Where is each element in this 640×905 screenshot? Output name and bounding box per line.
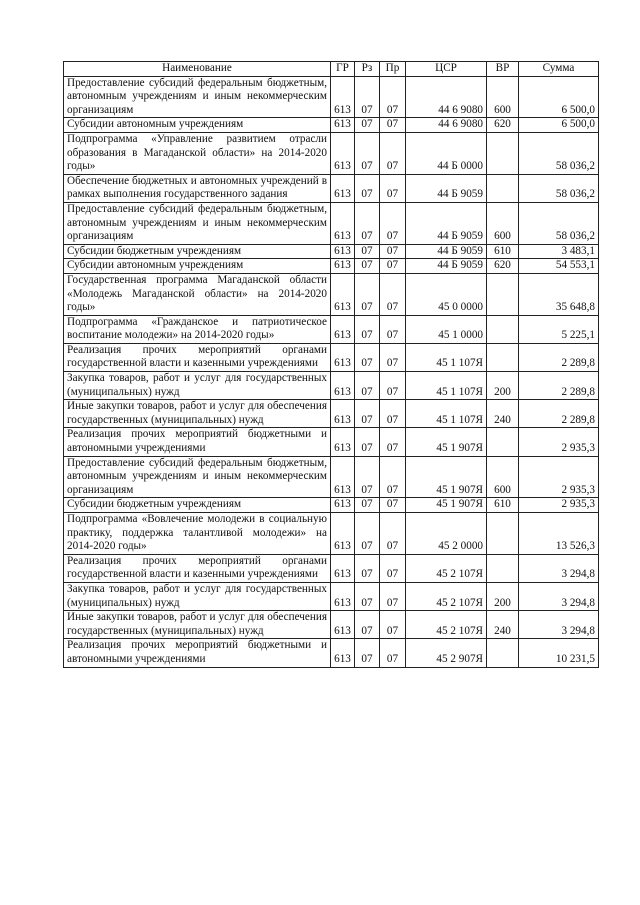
row-rz-cell: 07 [355, 118, 380, 133]
table-row [64, 132, 599, 174]
table-row [64, 611, 599, 639]
row-csr-cell: 45 1 907Я [406, 428, 487, 456]
row-vr-cell: 610 [487, 498, 519, 513]
row-pr-cell: 07 [380, 498, 406, 513]
row-vr-cell: 200 [487, 582, 519, 610]
row-rz-cell: 07 [355, 273, 380, 315]
row-gr-cell: 613 [331, 498, 355, 513]
header-sum: Сумма [519, 62, 599, 77]
row-name-cell: Подпрограмма «Гражданское и патриотическое воспитание молодежи» на 2014-2020 годы» [64, 315, 331, 343]
row-pr-cell: 07 [380, 202, 406, 244]
row-csr-cell: 45 1 107Я [406, 400, 487, 428]
header-rz: Рз [355, 62, 380, 77]
row-sum-cell: 3 294,8 [519, 554, 599, 582]
row-pr-cell: 07 [380, 372, 406, 400]
row-sum-cell: 2 935,3 [519, 428, 599, 456]
row-sum-cell: 2 935,3 [519, 498, 599, 513]
row-pr-cell: 07 [380, 428, 406, 456]
row-rz-cell: 07 [355, 639, 380, 667]
row-name-cell: Предоставление субсидий федеральным бюджетным, автономным учреждениям и иным некоммерческим организациям [64, 76, 331, 118]
header-name: Наименование [64, 62, 331, 77]
row-csr-cell: 45 2 107Я [406, 611, 487, 639]
table-row [64, 118, 599, 133]
row-name-cell: Подпрограмма «Управление развитием отрасли образования в Магаданской области» на 2014-2020 годы» [64, 132, 331, 174]
row-csr-cell: 45 0 0000 [406, 273, 487, 315]
row-rz-cell: 07 [355, 244, 380, 259]
row-pr-cell: 07 [380, 273, 406, 315]
row-pr-cell: 07 [380, 513, 406, 555]
row-gr-cell: 613 [331, 582, 355, 610]
row-name-cell: Реализация прочих мероприятий бюджетными и автономными учреждениями [64, 428, 331, 456]
row-sum-cell: 58 036,2 [519, 132, 599, 174]
row-name-cell: Субсидии бюджетным учреждениям [64, 498, 331, 513]
row-vr-cell: 620 [487, 118, 519, 133]
row-rz-cell: 07 [355, 372, 380, 400]
row-gr-cell: 613 [331, 315, 355, 343]
budget-table [63, 61, 599, 668]
table-row [64, 513, 599, 555]
row-rz-cell: 07 [355, 582, 380, 610]
row-csr-cell: 44 6 9080 [406, 118, 487, 133]
table-row [64, 639, 599, 667]
table-row [64, 259, 599, 274]
row-csr-cell: 45 1 907Я [406, 498, 487, 513]
row-csr-cell: 45 2 907Я [406, 639, 487, 667]
row-name-cell: Реализация прочих мероприятий органами государственной власти и казенными учреждениями [64, 554, 331, 582]
row-rz-cell: 07 [355, 611, 380, 639]
row-gr-cell: 613 [331, 400, 355, 428]
row-name-cell: Субсидии бюджетным учреждениям [64, 244, 331, 259]
row-rz-cell: 07 [355, 76, 380, 118]
table-row [64, 428, 599, 456]
row-vr-cell: 600 [487, 76, 519, 118]
row-vr-cell [487, 513, 519, 555]
row-rz-cell: 07 [355, 202, 380, 244]
row-pr-cell: 07 [380, 611, 406, 639]
header-csr: ЦСР [406, 62, 487, 77]
row-pr-cell: 07 [380, 343, 406, 371]
row-pr-cell: 07 [380, 259, 406, 274]
row-rz-cell: 07 [355, 343, 380, 371]
row-vr-cell: 240 [487, 400, 519, 428]
row-rz-cell: 07 [355, 174, 380, 202]
row-pr-cell: 07 [380, 639, 406, 667]
table-row [64, 372, 599, 400]
row-csr-cell: 44 6 9080 [406, 76, 487, 118]
row-sum-cell: 58 036,2 [519, 174, 599, 202]
row-name-cell: Подпрограмма «Вовлечение молодежи в социальную практику, поддержка талантливой молодежи» на 2014-2020 годы» [64, 513, 331, 555]
row-sum-cell: 2 289,8 [519, 400, 599, 428]
row-gr-cell: 613 [331, 202, 355, 244]
row-name-cell: Реализация прочих мероприятий бюджетными и автономными учреждениями [64, 639, 331, 667]
table-body [64, 76, 599, 667]
row-rz-cell: 07 [355, 315, 380, 343]
row-csr-cell: 45 2 107Я [406, 582, 487, 610]
row-sum-cell: 3 483,1 [519, 244, 599, 259]
row-pr-cell: 07 [380, 244, 406, 259]
document-page [63, 61, 598, 668]
row-pr-cell: 07 [380, 456, 406, 498]
row-name-cell: Реализация прочих мероприятий органами государственной власти и казенными учреждениями [64, 343, 331, 371]
header-pr: Пр [380, 62, 406, 77]
row-rz-cell: 07 [355, 554, 380, 582]
table-row [64, 202, 599, 244]
row-vr-cell: 600 [487, 456, 519, 498]
row-name-cell: Обеспечение бюджетных и автономных учреждений в рамках выполнения государственного задания [64, 174, 331, 202]
row-vr-cell [487, 273, 519, 315]
row-vr-cell: 600 [487, 202, 519, 244]
row-vr-cell: 240 [487, 611, 519, 639]
row-pr-cell: 07 [380, 582, 406, 610]
table-row [64, 456, 599, 498]
row-gr-cell: 613 [331, 273, 355, 315]
row-pr-cell: 07 [380, 76, 406, 118]
row-name-cell: Закупка товаров, работ и услуг для государственных (муниципальных) нужд [64, 372, 331, 400]
row-name-cell: Субсидии автономным учреждениям [64, 259, 331, 274]
row-name-cell: Предоставление субсидий федеральным бюджетным, автономным учреждениям и иным некоммерческим организациям [64, 456, 331, 498]
header-gr: ГР [331, 62, 355, 77]
row-vr-cell: 200 [487, 372, 519, 400]
row-pr-cell: 07 [380, 554, 406, 582]
row-vr-cell: 620 [487, 259, 519, 274]
row-csr-cell: 44 Б 9059 [406, 202, 487, 244]
row-sum-cell: 3 294,8 [519, 582, 599, 610]
row-sum-cell: 5 225,1 [519, 315, 599, 343]
table-header-row [64, 62, 599, 77]
row-sum-cell: 13 526,3 [519, 513, 599, 555]
table-row [64, 498, 599, 513]
row-sum-cell: 3 294,8 [519, 611, 599, 639]
row-rz-cell: 07 [355, 428, 380, 456]
row-vr-cell [487, 132, 519, 174]
table-row [64, 315, 599, 343]
row-csr-cell: 45 2 0000 [406, 513, 487, 555]
row-vr-cell [487, 639, 519, 667]
row-name-cell: Иные закупки товаров, работ и услуг для обеспечения государственных (муниципальных) нужд [64, 400, 331, 428]
row-gr-cell: 613 [331, 259, 355, 274]
row-gr-cell: 613 [331, 428, 355, 456]
table-row [64, 273, 599, 315]
row-csr-cell: 45 1 907Я [406, 456, 487, 498]
row-rz-cell: 07 [355, 132, 380, 174]
row-pr-cell: 07 [380, 174, 406, 202]
row-csr-cell: 45 1 107Я [406, 343, 487, 371]
row-name-cell: Иные закупки товаров, работ и услуг для обеспечения государственных (муниципальных) нужд [64, 611, 331, 639]
row-name-cell: Предоставление субсидий федеральным бюджетным, автономным учреждениям и иным некоммерческим организациям [64, 202, 331, 244]
row-rz-cell: 07 [355, 498, 380, 513]
row-vr-cell [487, 343, 519, 371]
row-csr-cell: 45 2 107Я [406, 554, 487, 582]
row-sum-cell: 6 500,0 [519, 118, 599, 133]
table-row [64, 76, 599, 118]
row-gr-cell: 613 [331, 174, 355, 202]
row-vr-cell [487, 428, 519, 456]
row-vr-cell [487, 174, 519, 202]
row-pr-cell: 07 [380, 315, 406, 343]
table-row [64, 343, 599, 371]
row-pr-cell: 07 [380, 400, 406, 428]
row-csr-cell: 44 Б 9059 [406, 244, 487, 259]
table-row [64, 244, 599, 259]
row-gr-cell: 613 [331, 611, 355, 639]
row-rz-cell: 07 [355, 400, 380, 428]
row-gr-cell: 613 [331, 513, 355, 555]
row-gr-cell: 613 [331, 343, 355, 371]
row-csr-cell: 44 Б 9059 [406, 259, 487, 274]
row-csr-cell: 44 Б 0000 [406, 132, 487, 174]
row-gr-cell: 613 [331, 118, 355, 133]
row-rz-cell: 07 [355, 513, 380, 555]
row-gr-cell: 613 [331, 76, 355, 118]
row-name-cell: Государственная программа Магаданской области «Молодежь Магаданской области» на 2014-2020 годы» [64, 273, 331, 315]
row-gr-cell: 613 [331, 244, 355, 259]
row-sum-cell: 58 036,2 [519, 202, 599, 244]
row-sum-cell: 35 648,8 [519, 273, 599, 315]
row-sum-cell: 2 289,8 [519, 343, 599, 371]
row-sum-cell: 2 289,8 [519, 372, 599, 400]
row-gr-cell: 613 [331, 554, 355, 582]
row-vr-cell [487, 315, 519, 343]
row-rz-cell: 07 [355, 456, 380, 498]
row-sum-cell: 10 231,5 [519, 639, 599, 667]
table-row [64, 582, 599, 610]
row-gr-cell: 613 [331, 456, 355, 498]
table-row [64, 554, 599, 582]
row-name-cell: Субсидии автономным учреждениям [64, 118, 331, 133]
header-vr: ВР [487, 62, 519, 77]
row-csr-cell: 44 Б 9059 [406, 174, 487, 202]
row-csr-cell: 45 1 107Я [406, 372, 487, 400]
row-gr-cell: 613 [331, 372, 355, 400]
row-vr-cell [487, 554, 519, 582]
row-gr-cell: 613 [331, 132, 355, 174]
row-sum-cell: 54 553,1 [519, 259, 599, 274]
row-rz-cell: 07 [355, 259, 380, 274]
row-pr-cell: 07 [380, 118, 406, 133]
row-vr-cell: 610 [487, 244, 519, 259]
row-sum-cell: 2 935,3 [519, 456, 599, 498]
table-row [64, 400, 599, 428]
row-csr-cell: 45 1 0000 [406, 315, 487, 343]
row-pr-cell: 07 [380, 132, 406, 174]
table-row [64, 174, 599, 202]
row-gr-cell: 613 [331, 639, 355, 667]
row-name-cell: Закупка товаров, работ и услуг для государственных (муниципальных) нужд [64, 582, 331, 610]
row-sum-cell: 6 500,0 [519, 76, 599, 118]
